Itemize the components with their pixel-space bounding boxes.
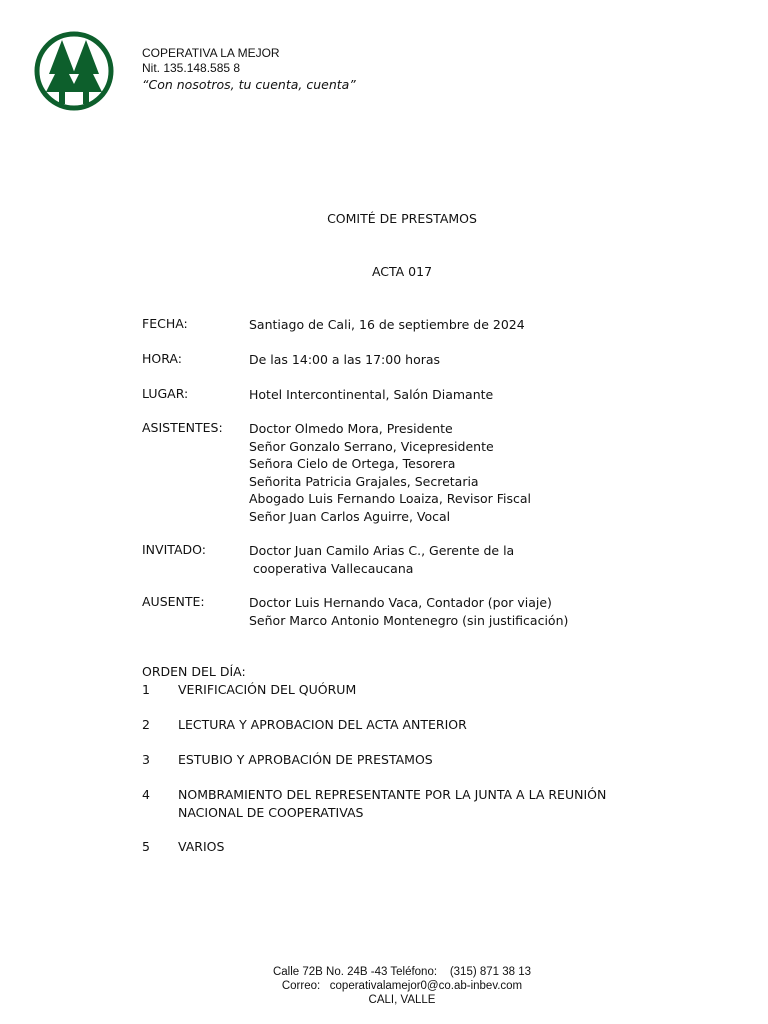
attendee-list bbox=[249, 420, 531, 525]
field-label: FECHA: bbox=[142, 316, 188, 331]
footer-email: Correo: coperativalamejor0@co.ab-inbev.com bbox=[281, 980, 523, 992]
org-slogan: “Con nosotros, tu cuenta, cuenta” bbox=[142, 77, 356, 92]
attendee: Señor Juan Carlos Aguirre, Vocal bbox=[249, 508, 451, 524]
field-label: LUGAR: bbox=[142, 386, 189, 401]
agenda-number: 4 bbox=[142, 787, 150, 802]
org-nit: Nit. 135.148.585 8 bbox=[142, 61, 241, 75]
agenda-text: VERIFICACIÓN DEL QUÓRUM bbox=[178, 682, 357, 697]
attendee: Señora Cielo de Ortega, Tesorera bbox=[249, 456, 456, 471]
guest-line: Doctor Juan Camilo Arias C., Gerente de la bbox=[249, 543, 515, 558]
guest-line: cooperativa Vallecaucana bbox=[249, 560, 414, 576]
agenda-number: 3 bbox=[142, 752, 150, 767]
guest-list bbox=[249, 542, 514, 577]
attendee: Abogado Luis Fernando Loaiza, Revisor Fiscal bbox=[249, 491, 532, 506]
act-number: ACTA 017 bbox=[371, 264, 433, 279]
agenda-number: 5 bbox=[142, 839, 150, 854]
field-label: ASISTENTES: bbox=[142, 420, 223, 435]
pine-trees-logo-icon bbox=[33, 30, 115, 112]
agenda-text: LECTURA Y APROBACION DEL ACTA ANTERIOR bbox=[178, 717, 467, 732]
field-label: HORA: bbox=[142, 351, 182, 366]
field-value: Santiago de Cali, 16 de septiembre de 2024 bbox=[249, 317, 525, 332]
org-name: COPERATIVA LA MEJOR bbox=[142, 46, 280, 60]
field-value: Hotel Intercontinental, Salón Diamante bbox=[249, 387, 494, 402]
absent-person: Señor Marco Antonio Montenegro (sin justificación) bbox=[249, 612, 569, 628]
field-value: De las 14:00 a las 17:00 horas bbox=[249, 352, 441, 367]
absent-person: Doctor Luis Hernando Vaca, Contador (por viaje) bbox=[249, 595, 552, 610]
document-title: COMITÉ DE PRESTAMOS bbox=[327, 211, 477, 226]
field-label: AUSENTE: bbox=[142, 594, 205, 609]
page-footer bbox=[0, 965, 768, 1007]
agenda-text: NOMBRAMIENTO DEL REPRESENTANTE POR LA JUNTA A LA REUNIÓN NACIONAL DE COOPERATIVAS bbox=[178, 787, 607, 820]
agenda-text: VARIOS bbox=[178, 839, 225, 854]
attendee: Señor Gonzalo Serrano, Vicepresidente bbox=[249, 438, 494, 454]
agenda-text: ESTUBIO Y APROBACIÓN DE PRESTAMOS bbox=[178, 752, 433, 767]
agenda-heading: ORDEN DEL DÍA: bbox=[142, 664, 246, 679]
footer-address: Calle 72B No. 24B -43 Teléfono: (315) 871 38 13 bbox=[272, 966, 532, 978]
attendee: Doctor Olmedo Mora, Presidente bbox=[249, 421, 453, 436]
agenda-number: 1 bbox=[142, 682, 150, 697]
letterhead bbox=[142, 46, 356, 92]
footer-city: CALI, VALLE bbox=[368, 994, 436, 1006]
absent-list bbox=[249, 594, 568, 629]
agenda-number: 2 bbox=[142, 717, 150, 732]
attendee: Señorita Patricia Grajales, Secretaria bbox=[249, 473, 479, 489]
field-label: INVITADO: bbox=[142, 542, 206, 557]
